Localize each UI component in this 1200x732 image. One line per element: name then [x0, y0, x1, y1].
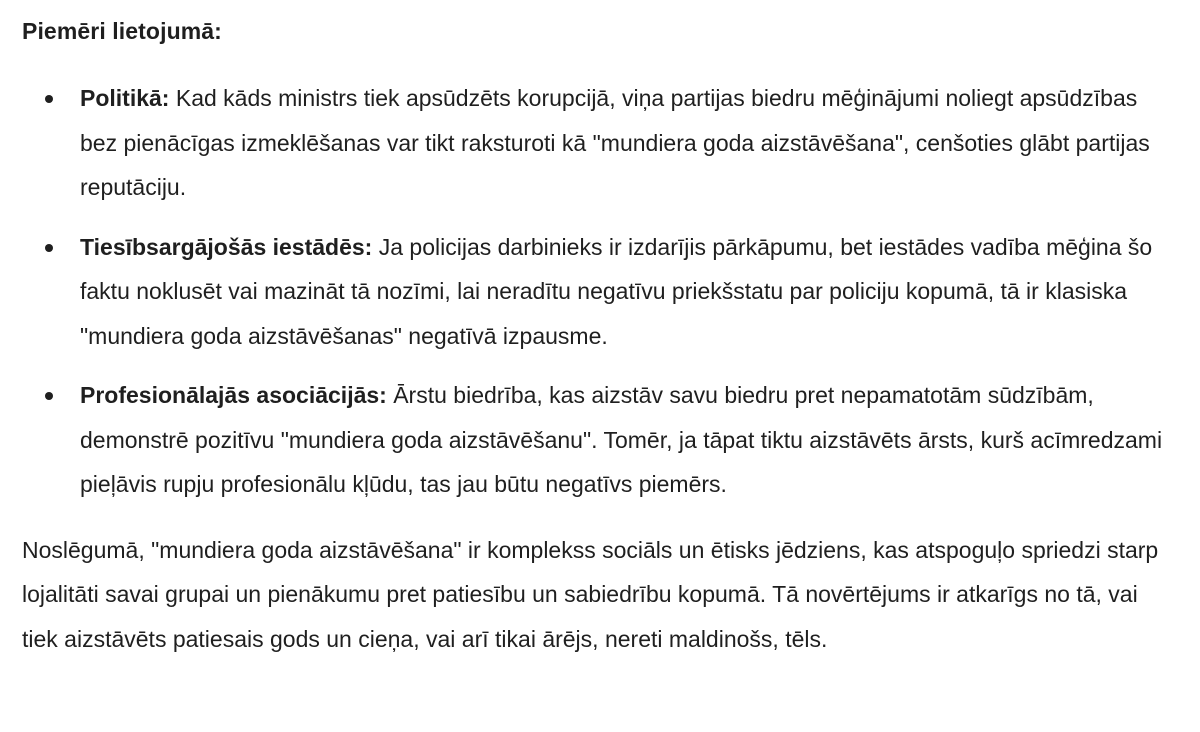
- list-item-text: Ja policijas darbinieks ir izdarījis pārkāpumu, bet iestādes vadība mēģina šo faktu noklusēt vai mazināt tā nozīmi, lai neradītu negatīvu priekšstatu par policiju kopumā, tā ir klasiska "mundiera goda aizstāvēšanas" negatīvā izpausme.: [80, 233, 1153, 349]
- list-item-lead: Profesionālajās asociācijās:: [80, 382, 387, 408]
- bullet-icon: [45, 392, 53, 400]
- list-item-law-enforcement: [22, 225, 1180, 359]
- list-item-lead: Politikā:: [80, 85, 170, 111]
- list-item-lead: Tiesībsargājošās iestādēs:: [80, 233, 373, 260]
- list-item-text: Kad kāds ministrs tiek apsūdzēts korupcijā, viņa partijas biedru mēģinājumi noliegt apsūdzības bez pienācīgas izmeklēšanas var tikt raksturoti kā "mundiera goda aizstāvēšana", cenšoties glābt partijas reputāciju.: [80, 85, 1150, 200]
- list-item-politics: [22, 76, 1180, 210]
- list-item-text: Ārstu biedrība, kas aizstāv savu biedru pret nepamatotām sūdzībām, demonstrē pozitīvu "mundiera goda aizstāvēšanu". Tomēr, ja tāpat tiktu aizstāvēts ārsts, kurš acīmredzami pieļāvis rupju profesionālu kļūdu, tas jau būtu negatīvs piemērs.: [80, 382, 1163, 497]
- bullet-icon: [45, 95, 53, 103]
- examples-list: [22, 76, 1180, 507]
- section-heading: Piemēri lietojumā:: [22, 18, 222, 44]
- bullet-icon: [45, 244, 53, 252]
- list-item-professional-associations: [22, 373, 1180, 507]
- conclusion-paragraph: Noslēgumā, "mundiera goda aizstāvēšana" ir komplekss sociāls un ētisks jēdziens, kas atspoguļo spriedzi starp lojalitāti savai grupai un pienākumu pret patiesību un sabiedrību kopumā. Tā novērtējums ir atkarīgs no tā, vai tiek aizstāvēts patiesais gods un cieņa, vai arī tikai ārējs, nereti maldinošs, tēls.: [22, 536, 1159, 652]
